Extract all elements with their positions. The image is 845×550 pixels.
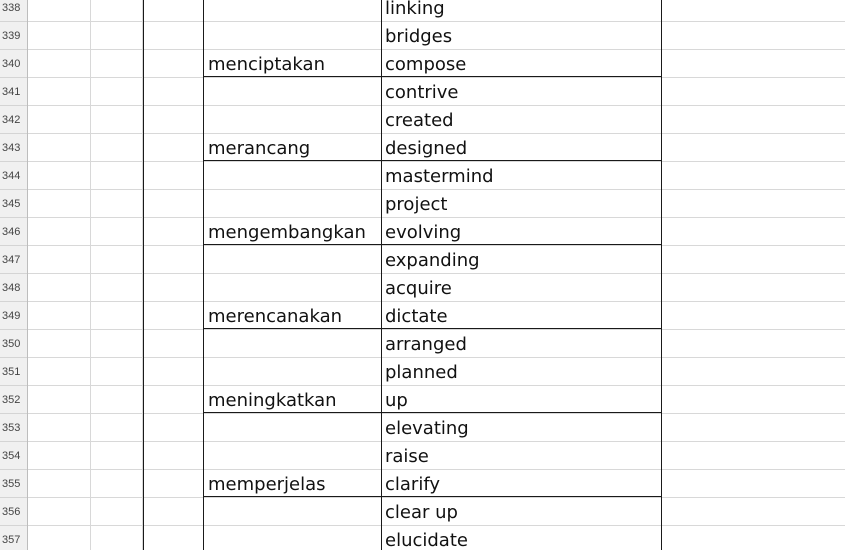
- row-number[interactable]: 345: [0, 190, 27, 218]
- row-number[interactable]: 353: [0, 414, 27, 442]
- cell-synonym[interactable]: mastermind: [385, 166, 494, 187]
- row-number[interactable]: 350: [0, 330, 27, 358]
- cell-indonesian-word[interactable]: [208, 526, 380, 550]
- row-number[interactable]: 357: [0, 526, 27, 550]
- cell-indonesian-word[interactable]: mengembangkan: [208, 222, 366, 243]
- cell-synonym[interactable]: bridges: [385, 26, 453, 47]
- cell-synonym[interactable]: raise: [385, 446, 429, 467]
- row-number[interactable]: 342: [0, 106, 27, 134]
- cell-synonym[interactable]: acquire: [385, 278, 452, 299]
- cell-indonesian-word[interactable]: [208, 78, 380, 106]
- row-number[interactable]: 356: [0, 498, 27, 526]
- cell-indonesian-word[interactable]: menciptakan: [208, 54, 325, 75]
- column-border: [203, 0, 204, 550]
- cell-indonesian-word[interactable]: [208, 22, 380, 50]
- cell-indonesian-word[interactable]: meningkatkan: [208, 390, 337, 411]
- cell-synonym[interactable]: dictate: [385, 306, 448, 327]
- cell-indonesian-word[interactable]: [208, 358, 380, 386]
- cell-synonym[interactable]: evolving: [385, 222, 462, 243]
- row-number[interactable]: 339: [0, 22, 27, 50]
- column-border: [143, 0, 144, 550]
- cell-synonym[interactable]: contrive: [385, 82, 459, 103]
- cell-indonesian-word[interactable]: merencanakan: [208, 306, 343, 327]
- cell-synonym[interactable]: clear up: [385, 502, 458, 523]
- cell-synonym[interactable]: expanding: [385, 250, 480, 271]
- cell-indonesian-word[interactable]: [208, 162, 380, 190]
- cell-synonym[interactable]: compose: [385, 54, 467, 75]
- cell-synonym[interactable]: created: [385, 110, 454, 131]
- group-border: [203, 328, 661, 329]
- cell-synonym[interactable]: planned: [385, 362, 458, 383]
- cell-indonesian-word[interactable]: [208, 414, 380, 442]
- row-number[interactable]: 343: [0, 134, 27, 162]
- cell-synonym[interactable]: up: [385, 390, 408, 411]
- cell-indonesian-word[interactable]: [208, 442, 380, 470]
- cell-synonym[interactable]: elevating: [385, 418, 469, 439]
- cell-indonesian-word[interactable]: [208, 498, 380, 526]
- group-border: [203, 244, 661, 245]
- row-number[interactable]: 349: [0, 302, 27, 330]
- cell-indonesian-word[interactable]: [208, 330, 380, 358]
- cell-synonym[interactable]: linking: [385, 0, 445, 19]
- row-number[interactable]: 354: [0, 442, 27, 470]
- cell-synonym[interactable]: clarify: [385, 474, 441, 495]
- cell-synonym[interactable]: project: [385, 194, 448, 215]
- row-number[interactable]: 346: [0, 218, 27, 246]
- cell-indonesian-word[interactable]: [208, 190, 380, 218]
- cell-indonesian-word[interactable]: [208, 274, 380, 302]
- group-border: [203, 496, 661, 497]
- row-number[interactable]: 340: [0, 50, 27, 78]
- cell-indonesian-word[interactable]: [208, 246, 380, 274]
- row-number[interactable]: 352: [0, 386, 27, 414]
- group-border: [203, 76, 661, 77]
- row-number[interactable]: 344: [0, 162, 27, 190]
- cell-indonesian-word[interactable]: [208, 106, 380, 134]
- row-number[interactable]: 348: [0, 274, 27, 302]
- row-number[interactable]: 355: [0, 470, 27, 498]
- row-number[interactable]: 341: [0, 78, 27, 106]
- cell-indonesian-word[interactable]: memperjelas: [208, 474, 326, 495]
- cell-synonym[interactable]: arranged: [385, 334, 467, 355]
- row-number[interactable]: 338: [0, 0, 27, 22]
- cell-synonym[interactable]: designed: [385, 138, 468, 159]
- column-border: [381, 0, 382, 550]
- column-gridline: [90, 0, 91, 550]
- cell-indonesian-word[interactable]: merancang: [208, 138, 311, 159]
- group-border: [203, 412, 661, 413]
- cell-indonesian-word[interactable]: [208, 0, 380, 22]
- row-number[interactable]: 347: [0, 246, 27, 274]
- cell-synonym[interactable]: elucidate: [385, 530, 468, 550]
- column-border: [661, 0, 662, 550]
- group-border: [203, 160, 661, 161]
- row-number[interactable]: 351: [0, 358, 27, 386]
